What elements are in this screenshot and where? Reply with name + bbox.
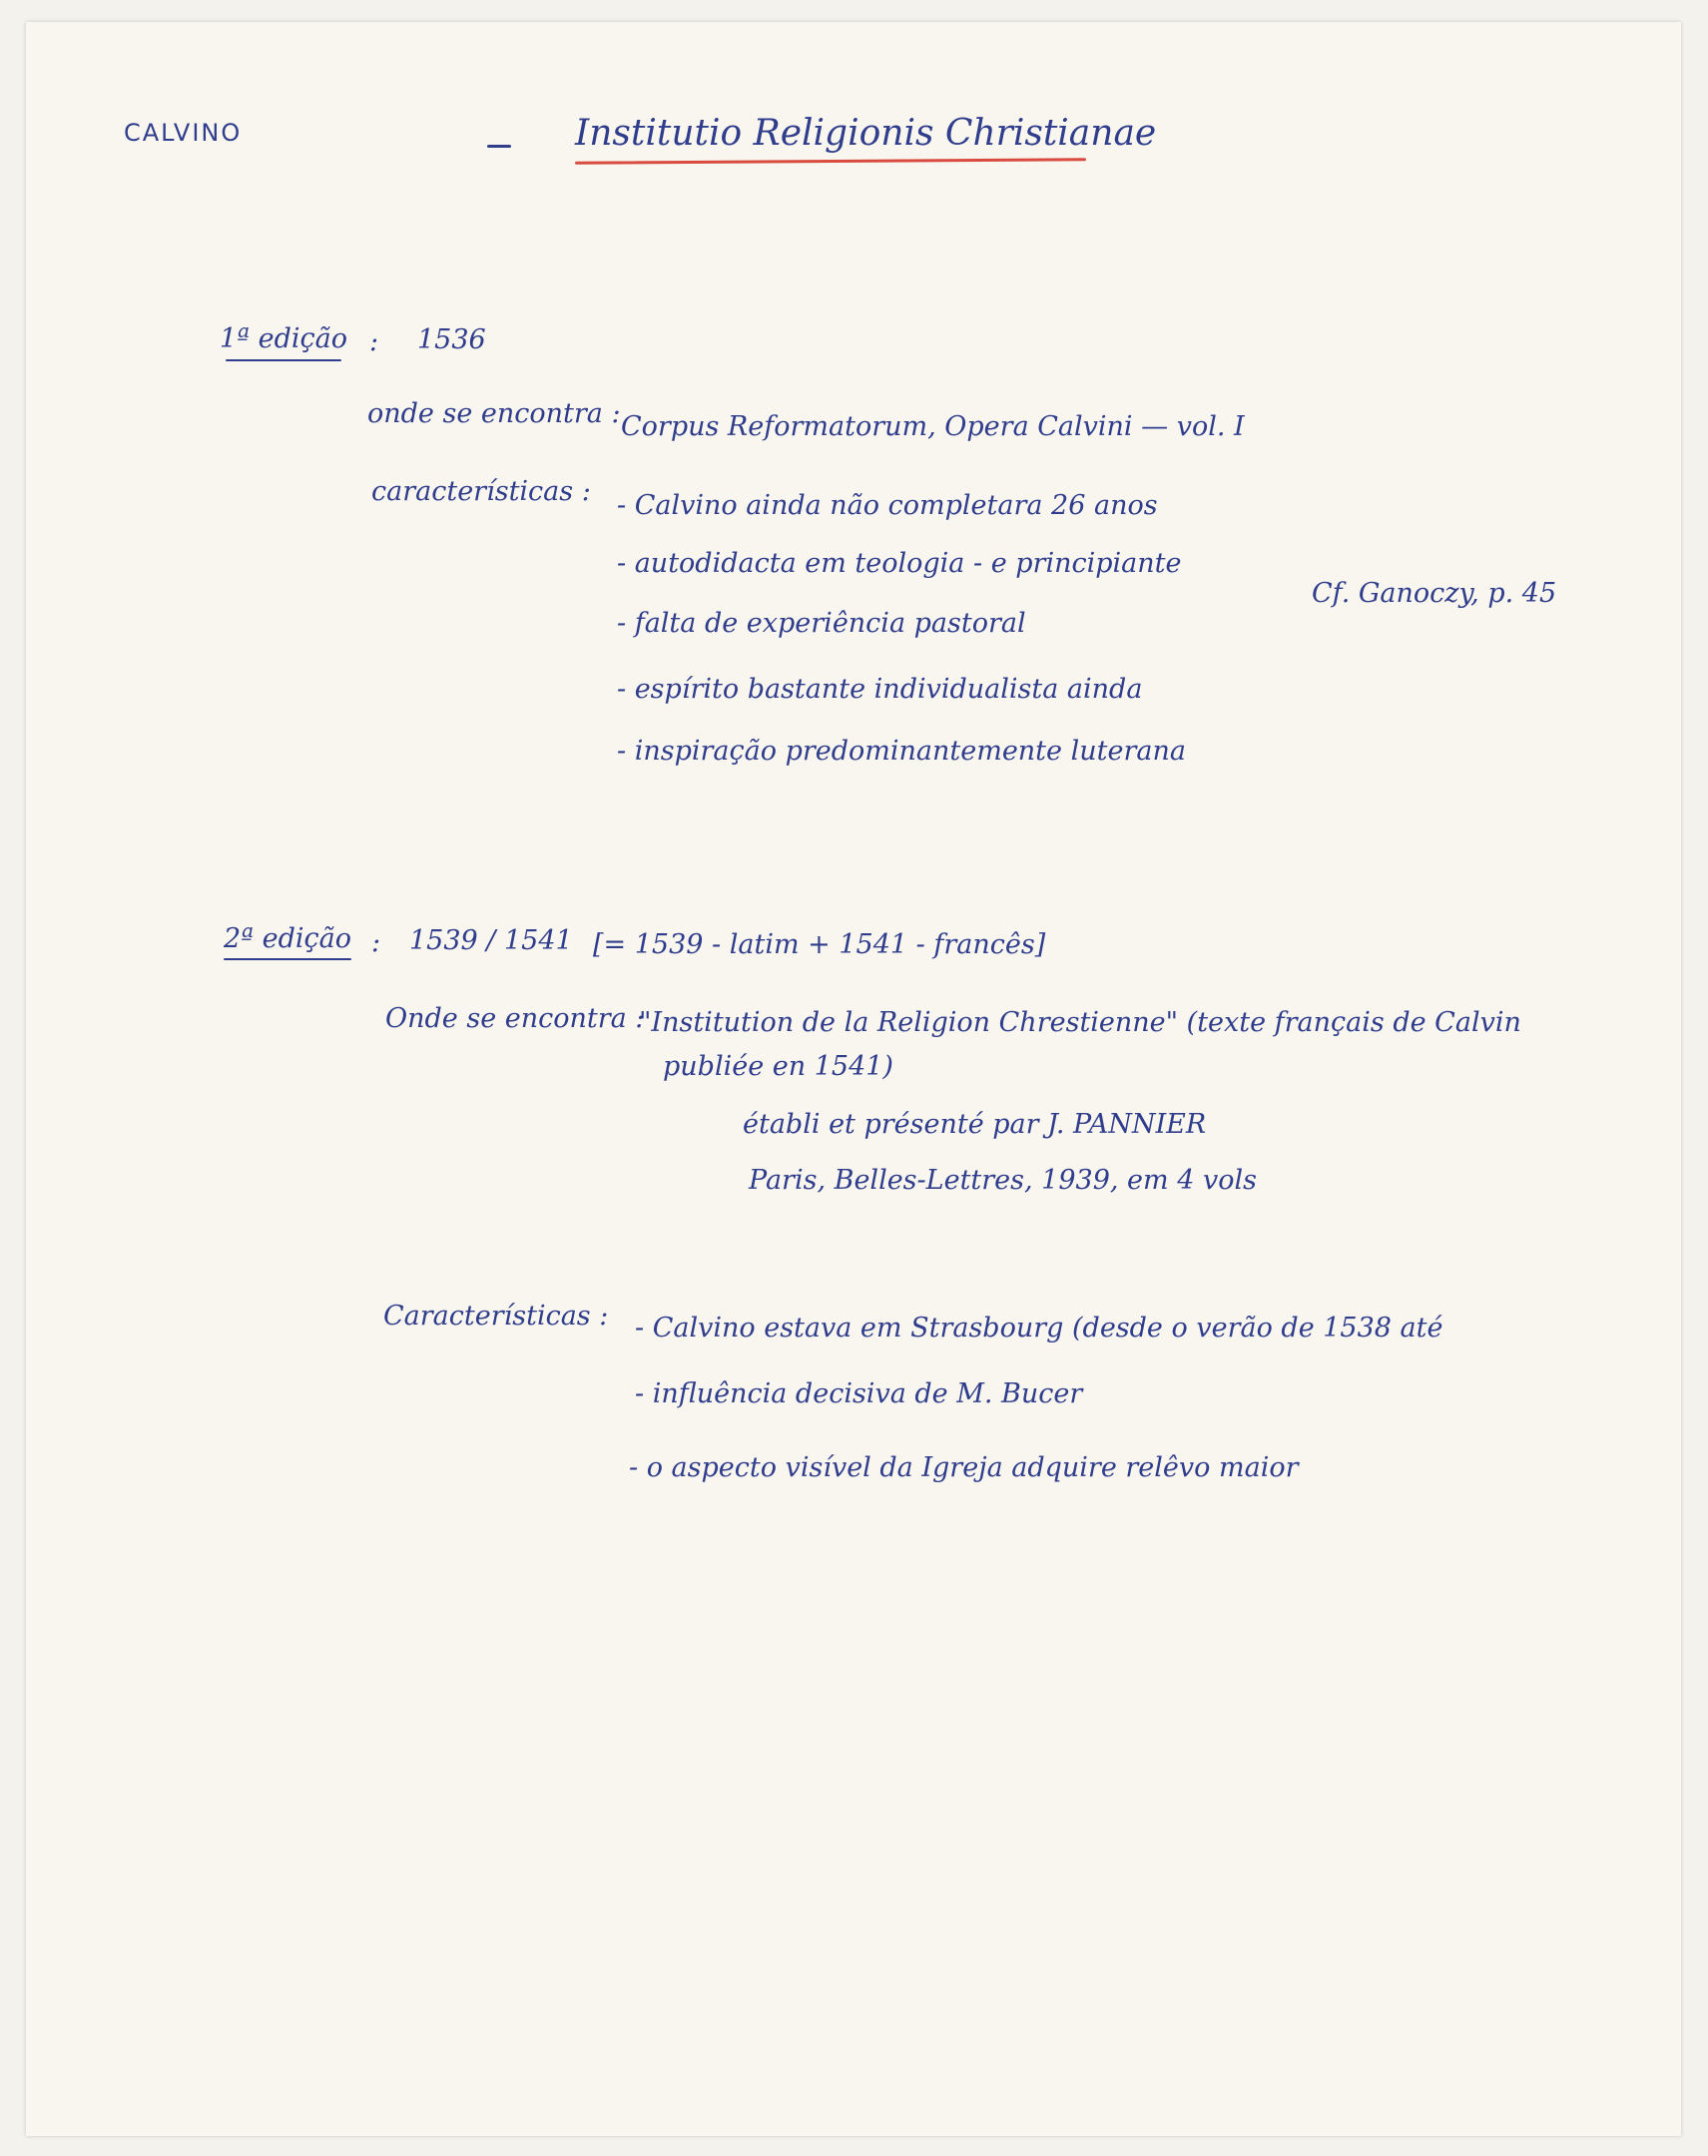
edition-2-location-line: établi et présenté par J. PANNIER [743, 1109, 1207, 1140]
edition-1-location: Corpus Reformatorum, Opera Calvini — vol. I [621, 411, 1245, 442]
edition-1-location-label: onde se encontra : [367, 398, 621, 429]
work-title: Institutio Religionis Christianae [575, 113, 1157, 154]
edition-1-feature: - espírito bastante individualista ainda [617, 674, 1143, 705]
author-name: CALVINO [124, 119, 243, 147]
edition-1-label: 1ª edição [220, 323, 347, 354]
edition-1-underline [226, 359, 341, 361]
edition-2-feature: - Calvino estava em Strasbourg (desde o verão de 1538 até [635, 1313, 1443, 1344]
edition-2-features-label: Características : [383, 1301, 609, 1332]
edition-1-features-label: características : [371, 476, 591, 507]
edition-2-feature: - influência decisiva de M. Bucer [635, 1378, 1083, 1409]
edition-2-underline [224, 958, 351, 960]
edition-2-location-label: Onde se encontra : [385, 1003, 645, 1034]
header-dash [487, 145, 511, 148]
edition-1-colon: : [369, 326, 379, 357]
edition-2-label: 2ª edição [224, 923, 351, 954]
edition-1-feature: - Calvino ainda não completara 26 anos [617, 490, 1158, 521]
edition-2-location-line: publiée en 1541) [663, 1051, 893, 1082]
edition-1-feature: - autodidacta em teologia - e principiante [617, 548, 1182, 579]
edition-1-feature: - inspiração predominantemente luterana [617, 736, 1186, 767]
edition-2-location-line: Paris, Belles-Lettres, 1939, em 4 vols [749, 1165, 1257, 1196]
edition-1-feature: - falta de experiência pastoral [617, 608, 1026, 639]
edition-1-reference: Cf. Ganoczy, p. 45 [1312, 578, 1557, 609]
edition-2-year: 1539 / 1541 [409, 925, 573, 956]
edition-2-note: [= 1539 - latim + 1541 - francês] [593, 929, 1046, 960]
edition-1-year: 1536 [417, 324, 486, 355]
edition-2-location-line: "Institution de la Religion Chrestienne" (texte français de Calvin [639, 1007, 1521, 1038]
edition-2-feature: - o aspecto visível da Igreja adquire relêvo maior [629, 1452, 1299, 1483]
edition-2-colon: : [371, 927, 381, 958]
